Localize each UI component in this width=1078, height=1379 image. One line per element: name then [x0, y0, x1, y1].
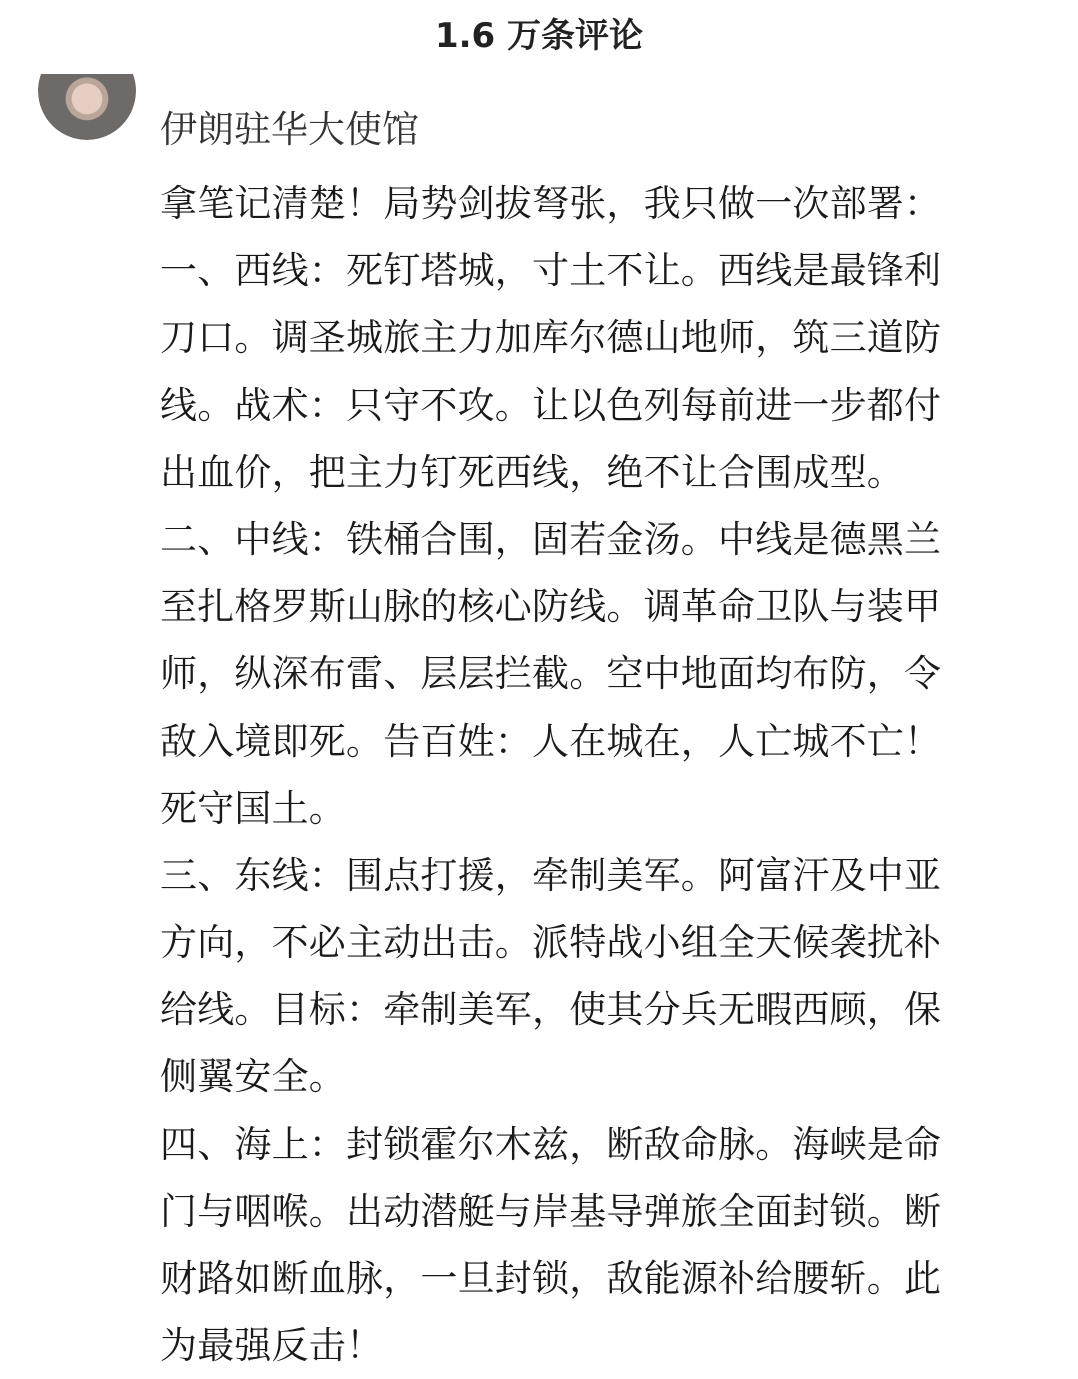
- comment-line: 一、西线：死钉塔城，寸土不让。西线是最锋利: [160, 249, 942, 293]
- comment-line: 师，纵深布雷、层层拦截。空中地面均布防，令: [160, 652, 942, 696]
- comment-line: 三、东线：围点打援，牵制美军。阿富汗及中亚: [160, 853, 942, 897]
- comment-line: 刀口。调圣城旅主力加库尔德山地师，筑三道防: [160, 316, 942, 360]
- comment-line: 死守国土。: [160, 786, 346, 830]
- comment-line: 门与咽喉。出动潜艇与岸基导弹旅全面封锁。断: [160, 1189, 942, 1233]
- comment-line: 侧翼安全。: [160, 1055, 346, 1099]
- comment-line: 给线。目标：牵制美军，使其分兵无暇西顾，保: [160, 988, 942, 1032]
- user-avatar-icon: [38, 74, 136, 140]
- comment-line: 为最强反击！: [160, 1324, 384, 1368]
- comments-count-title: 1.6 万条评论: [434, 16, 644, 56]
- comment-line: 至扎格罗斯山脉的核心防线。调革命卫队与装甲: [160, 585, 942, 629]
- comment-line: 方向，不必主动出击。派特战小组全天候袭扰补: [160, 921, 942, 965]
- comment-line: 财路如断血脉，一旦封锁，敌能源补给腰斩。此: [160, 1257, 942, 1300]
- comment-line: 敌入境即死。告百姓：人在城在，人亡城不亡！: [160, 719, 942, 763]
- comment-line: 拿笔记清楚！局势剑拔弩张，我只做一次部署：: [160, 182, 942, 225]
- comment-author-name[interactable]: 伊朗驻华大使馆: [160, 108, 419, 151]
- comment-line: 二、中线：铁桶合围，固若金汤。中线是德黑兰: [160, 517, 942, 561]
- comment-text: [160, 170, 1040, 1379]
- comment-line: 线。战术：只守不攻。让以色列每前进一步都付: [160, 383, 942, 427]
- avatar[interactable]: [38, 74, 136, 140]
- comment-line: 出血价，把主力钉死西线，绝不让合围成型。: [160, 450, 904, 494]
- comment-line: 四、海上：封锁霍尔木兹，断敌命脉。海峡是命: [160, 1122, 942, 1166]
